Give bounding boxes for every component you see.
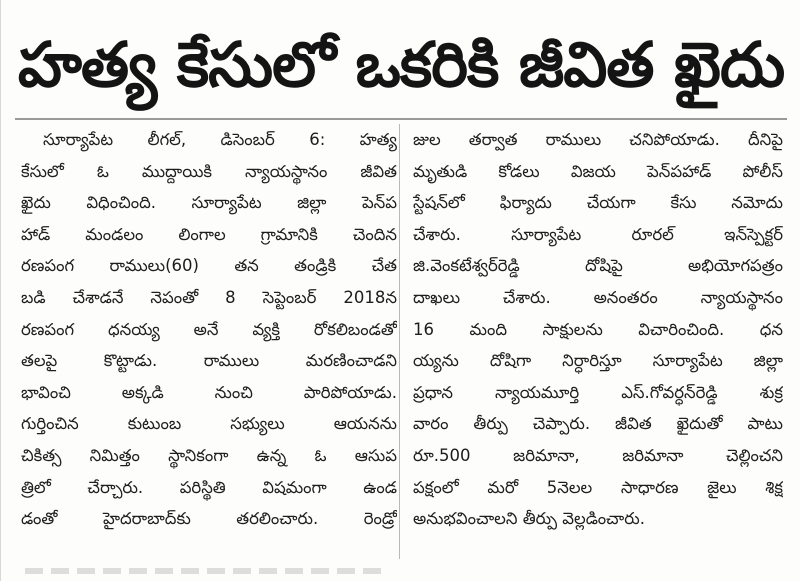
right-line-8: య్యను దోషిగా నిర్ధారిస్తూ సూర్యాపేట జిల్లా <box>413 351 783 371</box>
left-line-1: సూర్యాపేట లీగల్, డిసెంబర్ 6: హత్య <box>43 130 397 149</box>
left-line-12: త్రిలో చేర్చారు. పరిస్థితి విషమంగా ఉండ <box>21 477 397 497</box>
right-line-13: అనుభవించాలని తీర్పు వెల్లడించారు. <box>413 509 646 529</box>
column-divider <box>399 124 400 559</box>
headline-rule <box>15 118 787 120</box>
left-line-2: కేసులో ఓ ముద్దాయికి న్యాయస్థానం జీవిత <box>21 161 397 181</box>
headline: హత్య కేసులో ఒకరికి జీవిత ఖైదు <box>17 28 785 101</box>
left-line-3: ఖైదు విధించింది. సూర్యాపేట జిల్లా పెన్‌ప <box>21 193 397 213</box>
right-column <box>413 124 783 535</box>
left-column <box>21 124 397 535</box>
right-line-5: జి.వెంకటేశ్వర్‌రెడ్డి దోషిపై అభియోగపత్రం <box>413 256 783 276</box>
right-line-7: 16 మంది సాక్షులను విచారించింది. ధన <box>413 319 783 339</box>
left-line-13: డంతో హైదరాబాద్‌కు తరలించారు. రెండ్రో <box>21 509 397 529</box>
right-line-11: రూ.500 జరిమానా, జరిమానా చెల్లించని <box>413 445 783 465</box>
cut-off-text-fragment <box>25 568 385 574</box>
right-line-4: చేశారు. సూర్యాపేట రూరల్ ఇన్‌స్పెక్టర్ <box>413 224 783 244</box>
left-line-6: బడి చేశాడనే నెపంతో 8 సెప్టెంబర్ 2018న <box>21 287 397 307</box>
right-line-9: ప్రధాన న్యాయమూర్తి ఎస్.గోవర్ధన్‌రెడ్డి శుక్ర <box>413 382 783 402</box>
right-line-3: స్టేషన్‌లో ఫిర్యాదు చేయగా కేసు నమోదు <box>413 193 783 213</box>
right-line-10: వారం తీర్పు చెప్పారు. జీవిత ఖైదుతో పాటు <box>413 414 783 434</box>
left-line-7: రణపంగ ధనయ్య అనే వ్యక్తి రోకలిబండతో <box>21 319 397 339</box>
left-line-11: చికిత్స నిమిత్తం స్థానికంగా ఉన్న ఓ ఆసుప <box>21 445 397 465</box>
left-line-4: హాడ్ మండలం లింగాల గ్రామానికి చెందిన <box>21 224 397 244</box>
right-line-6: దాఖలు చేశారు. అనంతరం న్యాయస్థానం <box>413 287 783 307</box>
left-line-5: రణపంగ రాములు(60) తన తండ్రికి చేత <box>21 256 397 276</box>
left-line-8: తలపై కొట్టాడు. రాములు మరణించాడని <box>21 351 397 371</box>
right-line-1: జుల తర్వాత రాములు చనిపోయాడు. దీనిపై <box>413 130 783 149</box>
right-line-2: మృతుడి కోడలు విజయ పెన్‌పహాడ్ పోలీస్ <box>413 161 783 181</box>
left-line-10: గుర్తించిన కుటుంబ సభ్యులు ఆయనను <box>21 414 397 434</box>
left-line-9: భావించి అక్కడి నుంచి పారిపోయాడు. <box>21 382 397 402</box>
right-line-12: పక్షంలో మరో 5నెలల సాధారణ జైలు శిక్ష <box>413 477 783 497</box>
cut-off-next-line <box>1 566 800 581</box>
